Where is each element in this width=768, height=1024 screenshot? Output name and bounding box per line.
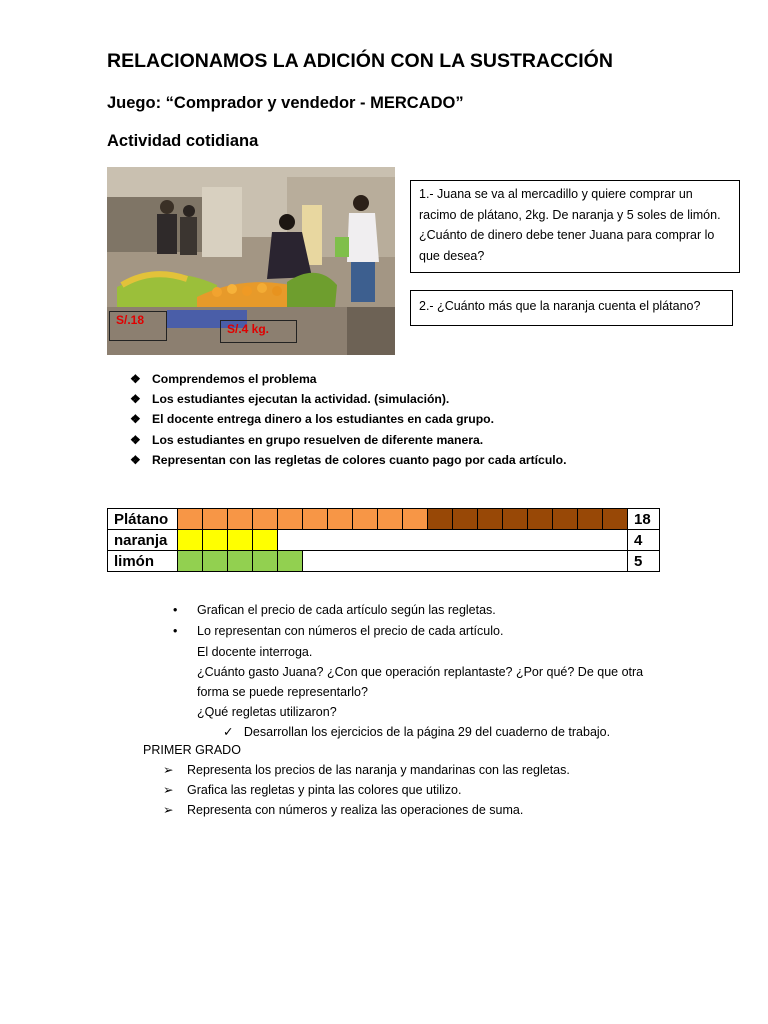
list-item: [130, 369, 567, 389]
regleta-value: 4: [628, 530, 660, 551]
price-label-plantain: [109, 311, 167, 341]
step-text: Comprendemos el problema: [152, 372, 317, 386]
bullet-text: Lo representan con números el precio de cada artículo.: [197, 624, 504, 638]
question-1-box: 1.- Juana se va al mercadillo y quiere comprar un racimo de plátano, 2kg. De naranja y 5 soles de limón. ¿Cuánto de dinero debe tener Juana para comprar lo que desea?: [410, 180, 740, 273]
step-text: Los estudiantes ejecutan la actividad. (simulación).: [152, 392, 450, 407]
regleta-cell-brown: [553, 509, 578, 530]
regleta-cell-green: [178, 551, 203, 572]
teacher-line: ¿Qué regletas utilizaron?: [197, 705, 337, 719]
step-text: Representan con las regletas de colores cuanto pago por cada artículo.: [152, 452, 567, 467]
bullet-icon: •: [173, 603, 178, 617]
regleta-cell-yellow: [203, 530, 228, 551]
regleta-cell-brown: [478, 509, 503, 530]
regleta-cell-orange: [178, 509, 203, 530]
regleta-cell-orange: [228, 509, 253, 530]
regleta-label: limón: [108, 551, 178, 572]
teacher-line: ¿Cuánto gasto Juana? ¿Con que operación replantaste? ¿Por qué? De que otra: [197, 665, 644, 679]
arrow-bullet-icon: ➢: [163, 763, 174, 777]
list-item: [163, 760, 570, 780]
price-label-orange: [220, 320, 297, 343]
regleta-cell-brown: [578, 509, 603, 530]
regleta-empty: [278, 530, 628, 551]
regletas-table: [107, 508, 660, 572]
regleta-cell-orange: [328, 509, 353, 530]
bullet-icon: •: [173, 624, 178, 638]
grade-item-text: Grafica las regletas y pinta las colores que utilizo.: [187, 783, 462, 797]
grade-item-text: Representa con números y realiza las operaciones de suma.: [187, 803, 524, 817]
regleta-cell-orange: [303, 509, 328, 530]
checkmark-icon: ✓: [223, 725, 234, 739]
teacher-line: El docente interroga.: [197, 645, 313, 659]
table-row: [108, 509, 660, 530]
list-item: [163, 800, 570, 820]
list-item: [163, 780, 570, 800]
check-item-text: Desarrollan los ejercicios de la página 29 del cuaderno de trabajo.: [243, 725, 611, 739]
regleta-cell-orange: [403, 509, 428, 530]
check-item: [173, 722, 733, 742]
regleta-cell-brown: [453, 509, 478, 530]
regleta-cell-brown: [428, 509, 453, 530]
regleta-cell-green: [253, 551, 278, 572]
step-text: El docente entrega dinero a los estudiantes en cada grupo.: [152, 412, 495, 427]
regleta-cell-yellow: [228, 530, 253, 551]
regleta-value: 5: [628, 551, 660, 572]
grade-item-text: Representa los precios de las naranja y mandarinas con las regletas.: [187, 763, 570, 777]
regleta-cell-brown: [528, 509, 553, 530]
regleta-value: 18: [628, 509, 660, 530]
market-photo: [107, 167, 395, 355]
diamond-bullet-icon: ❖: [130, 432, 141, 447]
regleta-cell-green: [203, 551, 228, 572]
regleta-cell-brown: [603, 509, 628, 530]
grade-label: PRIMER GRADO: [143, 743, 241, 757]
diamond-bullet-icon: ❖: [130, 452, 141, 467]
diamond-bullet-icon: ❖: [130, 372, 141, 386]
regleta-cell-orange: [378, 509, 403, 530]
table-row: [108, 530, 660, 551]
regleta-cell-green: [278, 551, 303, 572]
list-item: [130, 430, 567, 450]
list-item: [130, 409, 567, 429]
steps-list: [130, 369, 567, 470]
regleta-cell-yellow: [178, 530, 203, 551]
game-subtitle: Juego: “Comprador y vendedor - MERCADO”: [107, 94, 464, 112]
regleta-cell-brown: [503, 509, 528, 530]
arrow-bullet-icon: ➢: [163, 803, 174, 817]
regleta-cell-orange: [253, 509, 278, 530]
regleta-cell-orange: [203, 509, 228, 530]
regleta-empty: [303, 551, 628, 572]
regleta-cell-orange: [353, 509, 378, 530]
regleta-label: Plátano: [108, 509, 178, 530]
list-item: [130, 450, 567, 470]
activities-list: [173, 600, 733, 742]
list-item: [173, 621, 733, 642]
grade-items-list: [163, 760, 570, 820]
list-item: [130, 389, 567, 409]
teacher-line: forma se puede representarlo?: [197, 685, 368, 699]
page-title: RELACIONAMOS LA ADICIÓN CON LA SUSTRACCIÓN: [107, 50, 613, 72]
price-plantain-text: S/.18: [116, 313, 145, 327]
list-item: [173, 600, 733, 621]
table-row: [108, 551, 660, 572]
regleta-label: naranja: [108, 530, 178, 551]
question-2-box: 2.- ¿Cuánto más que la naranja cuenta el plátano?: [410, 290, 733, 326]
arrow-bullet-icon: ➢: [163, 783, 174, 797]
regleta-cell-orange: [278, 509, 303, 530]
regleta-cell-green: [228, 551, 253, 572]
price-orange-text: S/.4 kg.: [227, 322, 270, 336]
bullet-text: Grafican el precio de cada artículo según las regletas.: [197, 603, 496, 617]
step-text: Los estudiantes en grupo resuelven de diferente manera.: [152, 432, 484, 447]
diamond-bullet-icon: ❖: [130, 392, 141, 407]
section-title: Actividad cotidiana: [107, 132, 259, 150]
regleta-cell-yellow: [253, 530, 278, 551]
diamond-bullet-icon: ❖: [130, 412, 141, 427]
